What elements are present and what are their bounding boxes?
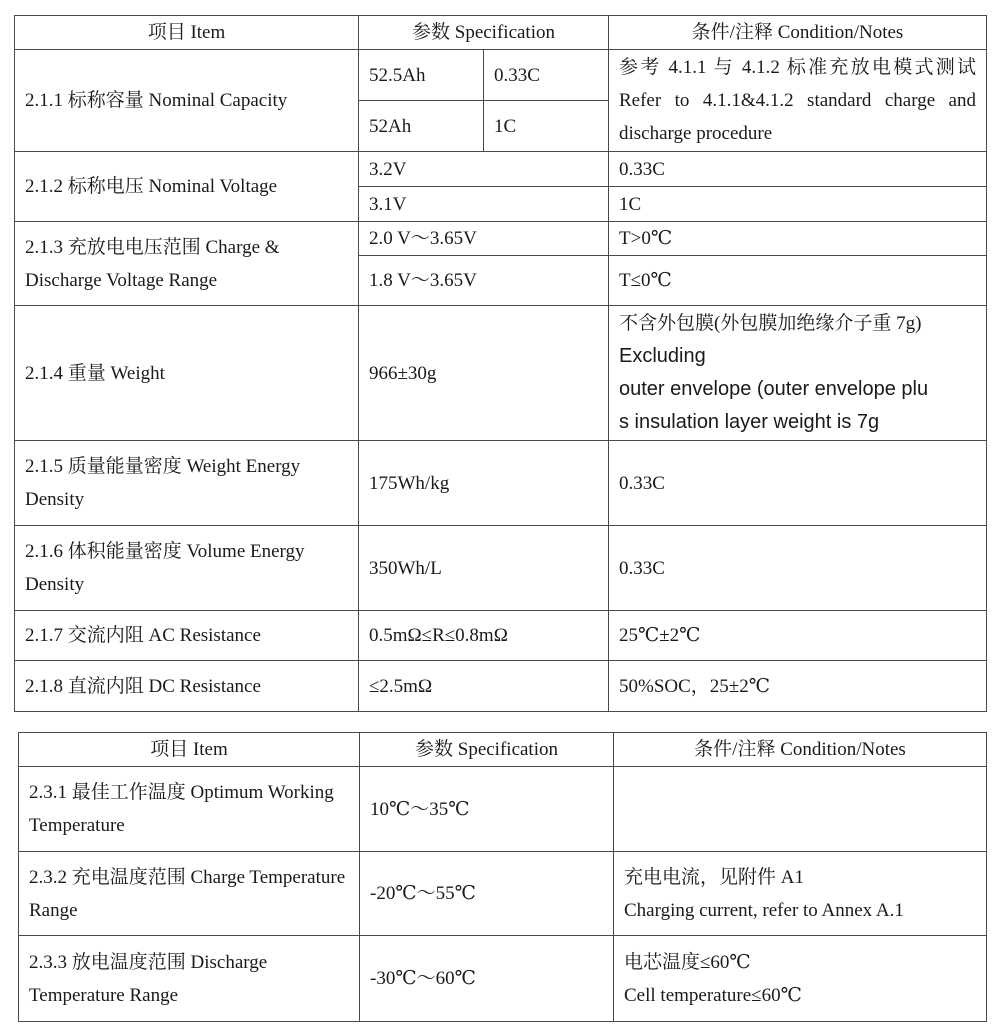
- spec-voltage-a: 3.2V: [359, 152, 609, 187]
- note-weight-en-2: outer envelope (outer envelope plu: [619, 378, 929, 400]
- table-row: [15, 611, 987, 661]
- spec-voltage-b: 3.1V: [359, 187, 609, 222]
- header-item: 项目 Item: [19, 733, 360, 767]
- spec-charge-temperature-range: -20℃～55℃: [360, 852, 614, 936]
- item-dc-resistance: 2.1.8 直流内阻 DC Resistance: [15, 661, 359, 712]
- table-row: [15, 306, 987, 441]
- spec-capacity-a: 52.5Ah: [359, 50, 484, 101]
- note-weight: [609, 306, 987, 441]
- item-weight: 2.1.4 重量 Weight: [15, 306, 359, 441]
- table-header-row: [15, 16, 987, 50]
- table-row: [15, 526, 987, 611]
- table-row: [19, 936, 987, 1022]
- note-capacity: 参考 4.1.1 与 4.1.2 标准充放电模式测试 Refer to 4.1.1&4.1.2 standard charge and discharge procedure: [609, 50, 987, 152]
- note-optimum-working-temperature: [614, 767, 987, 852]
- header-specification: 参数 Specification: [359, 16, 609, 50]
- table-row: [19, 767, 987, 852]
- spec-dc-resistance: ≤2.5mΩ: [359, 661, 609, 712]
- table-row: [15, 661, 987, 712]
- table-row: [19, 852, 987, 936]
- header-specification: 参数 Specification: [360, 733, 614, 767]
- item-optimum-working-temperature: 2.3.1 最佳工作温度 Optimum Working Temperature: [19, 767, 360, 852]
- spec-voltage-range-b: 1.8 V～3.65V: [359, 256, 609, 306]
- spec-weight-energy-density: 175Wh/kg: [359, 441, 609, 526]
- note-voltage-range-a: T>0℃: [609, 222, 987, 256]
- item-ac-resistance: 2.1.7 交流内阻 AC Resistance: [15, 611, 359, 661]
- note-charge-temperature-range: [614, 852, 987, 936]
- note-voltage-range-b: T≤0℃: [609, 256, 987, 306]
- table-header-row: [19, 733, 987, 767]
- rate-capacity-a: 0.33C: [484, 50, 609, 101]
- note-volume-energy-density: 0.33C: [609, 526, 987, 611]
- spec-ac-resistance: 0.5mΩ≤R≤0.8mΩ: [359, 611, 609, 661]
- rate-capacity-b: 1C: [484, 101, 609, 152]
- note-ac-resistance: 25℃±2℃: [609, 611, 987, 661]
- header-item: 项目 Item: [15, 16, 359, 50]
- item-charge-temperature-range: 2.3.2 充电温度范围 Charge Temperature Range: [19, 852, 360, 936]
- spec-weight: 966±30g: [359, 306, 609, 441]
- spec-table-electrical: [14, 15, 987, 712]
- table-row: [15, 50, 987, 101]
- note-voltage-b: 1C: [609, 187, 987, 222]
- table-row: [15, 441, 987, 526]
- item-voltage-range: 2.1.3 充放电电压范围 Charge & Discharge Voltage Range: [15, 222, 359, 306]
- item-volume-energy-density: 2.1.6 体积能量密度 Volume Energy Density: [15, 526, 359, 611]
- note-discharge-temperature-en: Cell temperature≤60℃: [624, 984, 802, 1006]
- table-row: [15, 152, 987, 187]
- note-weight-en-1: Excluding: [619, 345, 706, 367]
- item-weight-energy-density: 2.1.5 质量能量密度 Weight Energy Density: [15, 441, 359, 526]
- item-nominal-voltage: 2.1.2 标称电压 Nominal Voltage: [15, 152, 359, 222]
- note-charge-temperature-en: Charging current, refer to Annex A.1: [624, 899, 904, 921]
- item-discharge-temperature-range: 2.3.3 放电温度范围 Discharge Temperature Range: [19, 936, 360, 1022]
- spec-voltage-range-a: 2.0 V～3.65V: [359, 222, 609, 256]
- note-voltage-a: 0.33C: [609, 152, 987, 187]
- spec-discharge-temperature-range: -30℃～60℃: [360, 936, 614, 1022]
- note-discharge-temperature-range: [614, 936, 987, 1022]
- note-weight-energy-density: 0.33C: [609, 441, 987, 526]
- spec-capacity-b: 52Ah: [359, 101, 484, 152]
- note-weight-cn: 不含外包膜(外包膜加绝缘介子重 7g): [619, 313, 922, 334]
- note-discharge-temperature-cn: 电芯温度≤60℃: [624, 951, 751, 973]
- spec-volume-energy-density: 350Wh/L: [359, 526, 609, 611]
- spec-optimum-working-temperature: 10℃～35℃: [360, 767, 614, 852]
- note-charge-temperature-cn: 充电电流，见附件 A1: [624, 866, 804, 888]
- item-nominal-capacity: 2.1.1 标称容量 Nominal Capacity: [15, 50, 359, 152]
- note-weight-en-3: s insulation layer weight is 7g: [619, 411, 880, 433]
- header-condition-notes: 条件/注释 Condition/Notes: [614, 733, 987, 767]
- header-condition-notes: 条件/注释 Condition/Notes: [609, 16, 987, 50]
- note-dc-resistance: 50%SOC，25±2℃: [609, 661, 987, 712]
- spec-table-temperature: [18, 732, 987, 1022]
- table-row: [15, 222, 987, 256]
